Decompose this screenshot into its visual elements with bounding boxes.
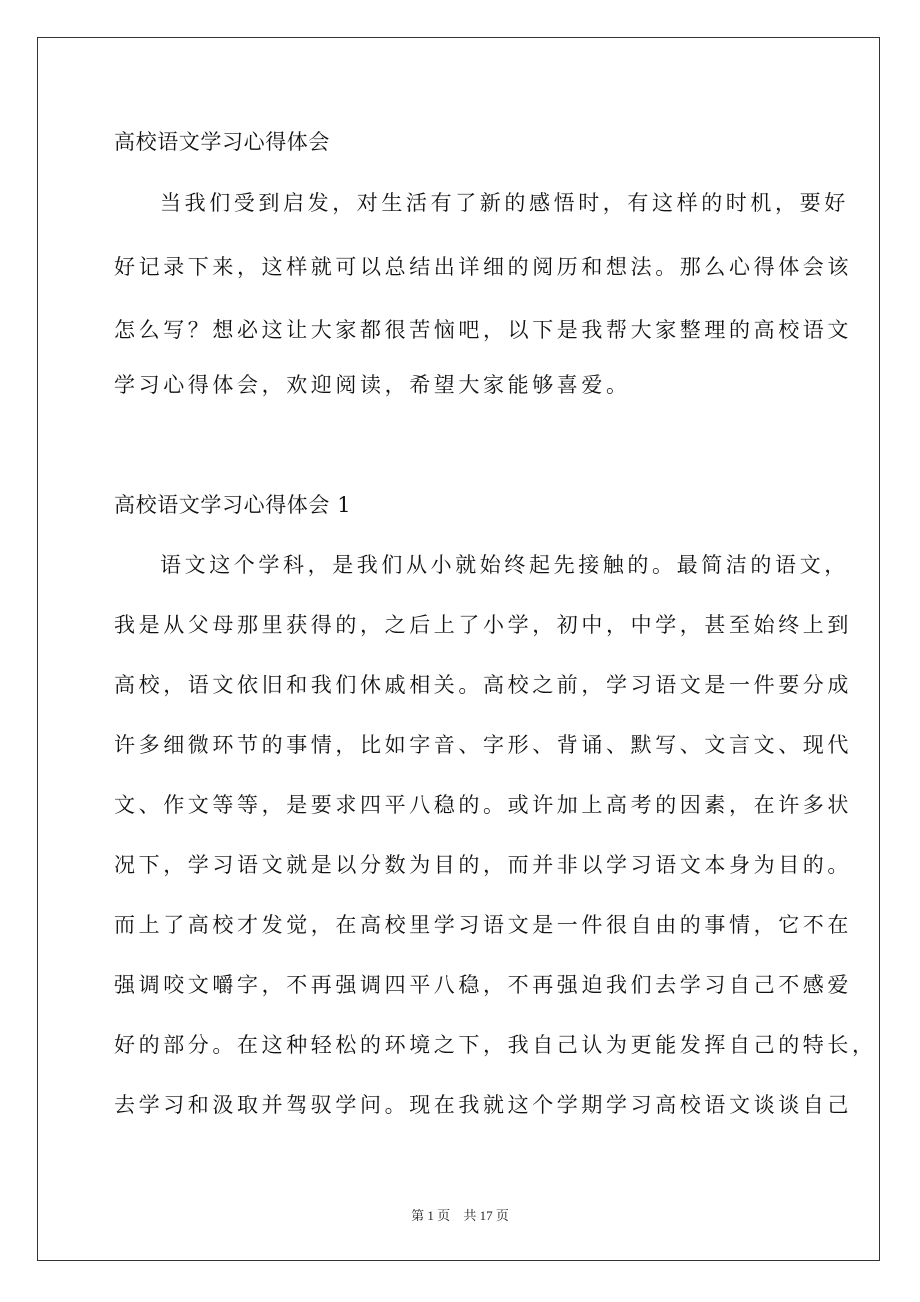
paragraph-line: 高校，语文依旧和我们休戚相关。高校之前，学习语文是一件要分成 bbox=[114, 673, 852, 697]
paragraph-line: 文、作文等等，是要求四平八稳的。或许加上高考的因素，在许多状 bbox=[114, 793, 852, 817]
section-heading: 高校语文学习心得体会 1 bbox=[114, 493, 352, 517]
page-footer bbox=[0, 1205, 920, 1224]
intro-line: 学习心得体会，欢迎阅读，希望大家能够喜爱。 bbox=[114, 373, 631, 397]
paragraph-line: 我是从父母那里获得的，之后上了小学，初中，中学，甚至始终上到 bbox=[114, 613, 852, 637]
paragraph-line: 强调咬文嚼字，不再强调四平八稳，不再强迫我们去学习自己不感爱 bbox=[114, 973, 852, 997]
intro-line: 怎么写？想必这让大家都很苦恼吧，以下是我帮大家整理的高校语文 bbox=[114, 318, 852, 342]
paragraph-line: 好的部分。在这种轻松的环境之下，我自己认为更能发挥自己的特长， bbox=[114, 1033, 877, 1057]
paragraph-line: 许多细微环节的事情，比如字音、字形、背诵、默写、文言文、现代 bbox=[114, 733, 852, 757]
document-title: 高校语文学习心得体会 bbox=[114, 130, 330, 154]
intro-line: 当我们受到启发，对生活有了新的感悟时，有这样的时机，要好 bbox=[160, 191, 849, 215]
paragraph-line: 去学习和汲取并驾驭学问。现在我就这个学期学习高校语文谈谈自己 bbox=[114, 1093, 852, 1117]
page-total: 共 17 页 bbox=[463, 1208, 509, 1223]
page-number: 第 1 页 bbox=[411, 1208, 451, 1223]
intro-line: 好记录下来，这样就可以总结出详细的阅历和想法。那么心得体会该 bbox=[114, 255, 852, 279]
paragraph-line: 语文这个学科，是我们从小就始终起先接触的。最简洁的语文， bbox=[160, 553, 849, 577]
paragraph-line: 而上了高校才发觉，在高校里学习语文是一件很自由的事情，它不在 bbox=[114, 913, 852, 937]
page-frame bbox=[37, 37, 880, 1261]
paragraph-line: 况下，学习语文就是以分数为目的，而并非以学习语文本身为目的。 bbox=[114, 853, 852, 877]
